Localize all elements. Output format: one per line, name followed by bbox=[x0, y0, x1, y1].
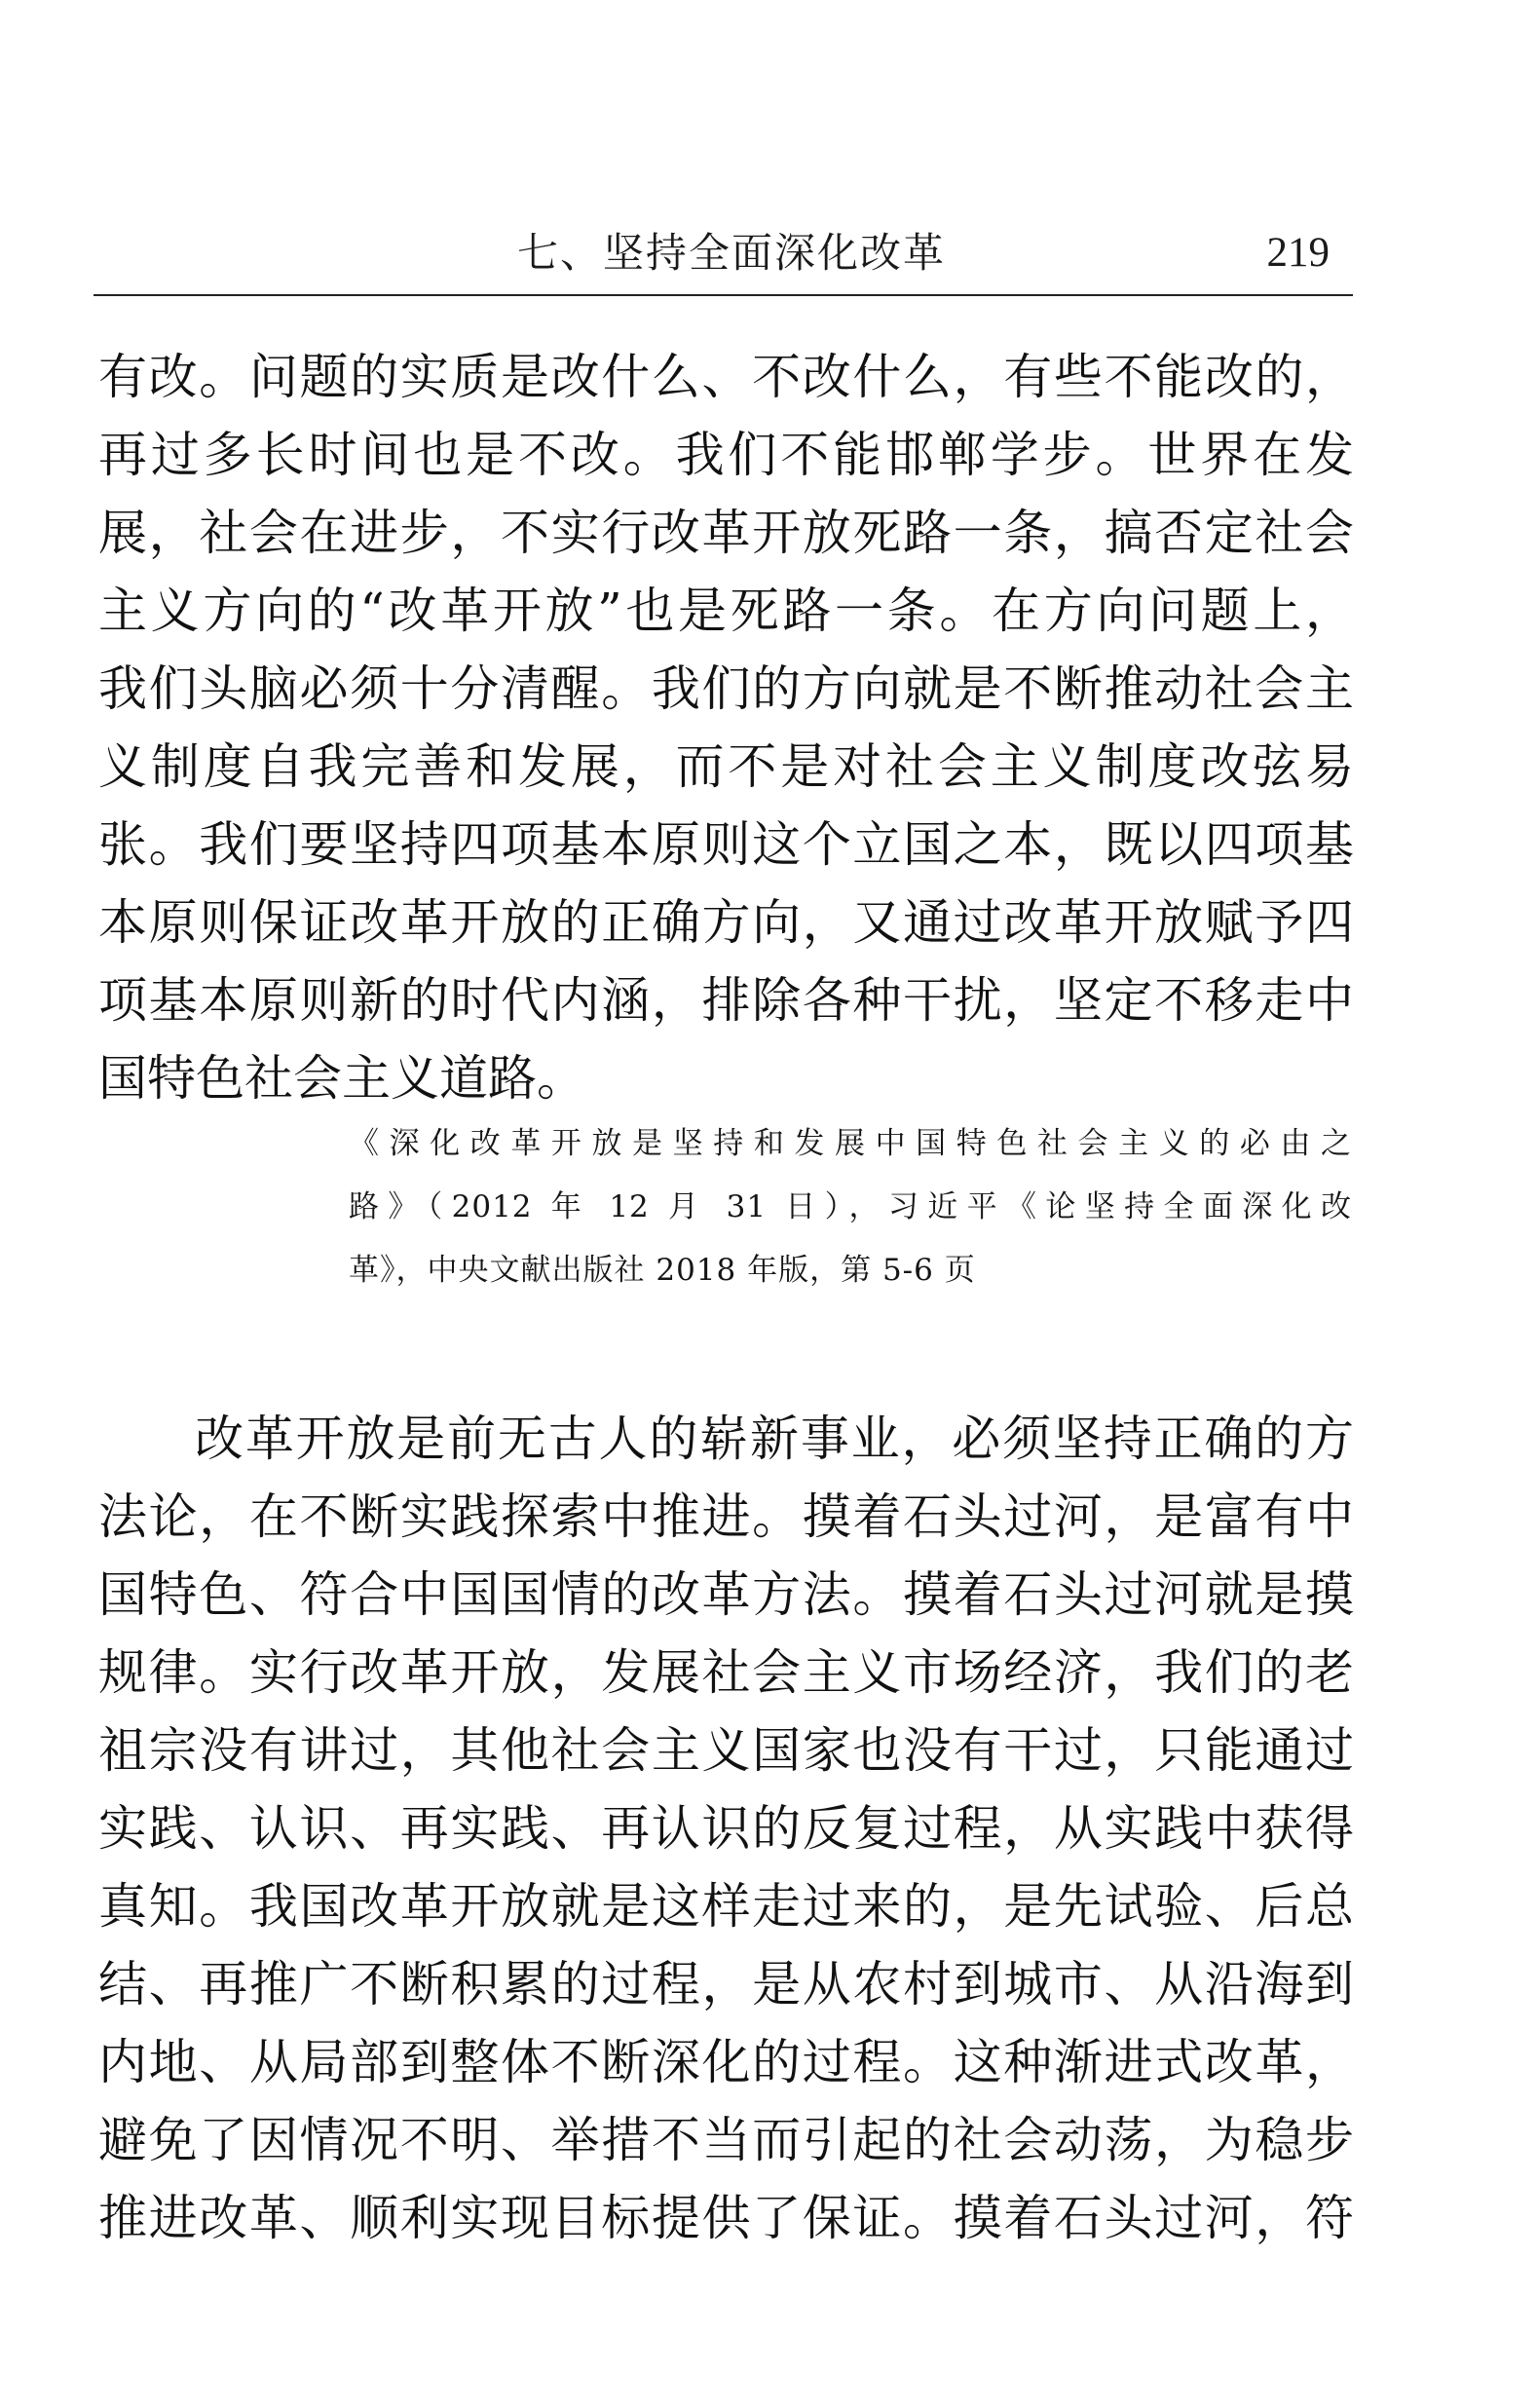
text-line: 改革开放是前无古人的崭新事业，必须坚持正确的方 bbox=[195, 1411, 1354, 1467]
citation-line: 《深化改革开放是坚持和发展中国特色社会主义的必由之 bbox=[349, 1126, 1352, 1161]
citation-line: 路》（2012 年 12 月 31 日），习近平《论坚持全面深化改 bbox=[349, 1189, 1352, 1224]
text-line: 法论，在不断实践探索中推进。摸着石头过河，是富有中 bbox=[98, 1488, 1354, 1545]
text-line: 再过多长时间也是不改。我们不能邯郸学步。世界在发 bbox=[98, 427, 1354, 483]
text-line: 张。我们要坚持四项基本原则这个立国之本，既以四项基 bbox=[98, 816, 1354, 873]
header-rule bbox=[94, 294, 1353, 296]
text-line: 本原则保证改革开放的正确方向，又通过改革开放赋予四 bbox=[98, 894, 1354, 951]
text-line: 国特色社会主义道路。 bbox=[98, 1050, 585, 1107]
chapter-title: 七、坚持全面深化改革 bbox=[517, 229, 947, 277]
text-line: 避免了因情况不明、举措不当而引起的社会动荡，为稳步 bbox=[98, 2112, 1354, 2168]
text-line: 有改。问题的实质是改什么、不改什么，有些不能改的， bbox=[98, 349, 1354, 405]
text-line: 国特色、符合中国国情的改革方法。摸着石头过河就是摸 bbox=[98, 1566, 1354, 1623]
text-line: 展，社会在进步，不实行改革开放死路一条，搞否定社会 bbox=[98, 505, 1354, 561]
text-line: 推进改革、顺利实现目标提供了保证。摸着石头过河，符 bbox=[98, 2190, 1354, 2246]
text-line: 主义方向的“改革开放”也是死路一条。在方向问题上， bbox=[98, 583, 1354, 639]
text-line: 内地、从局部到整体不断深化的过程。这种渐进式改革， bbox=[98, 2034, 1354, 2090]
running-header bbox=[94, 216, 1353, 296]
text-line: 祖宗没有讲过，其他社会主义国家也没有干过，只能通过 bbox=[98, 1722, 1354, 1779]
page-number: 219 bbox=[1266, 230, 1330, 276]
text-line: 真知。我国改革开放就是这样走过来的，是先试验、后总 bbox=[98, 1878, 1354, 1935]
text-line: 规律。实行改革开放，发展社会主义市场经济，我们的老 bbox=[98, 1644, 1354, 1701]
text-line: 项基本原则新的时代内涵，排除各种干扰，坚定不移走中 bbox=[98, 972, 1354, 1029]
text-line: 实践、认识、再实践、再认识的反复过程，从实践中获得 bbox=[98, 1800, 1354, 1857]
text-line: 结、再推广不断积累的过程，是从农村到城市、从沿海到 bbox=[98, 1956, 1354, 2013]
citation-line: 革》，中央文献出版社 2018 年版，第 5-6 页 bbox=[349, 1253, 976, 1288]
text-line: 义制度自我完善和发展，而不是对社会主义制度改弦易 bbox=[98, 738, 1354, 795]
text-line: 我们头脑必须十分清醒。我们的方向就是不断推动社会主 bbox=[98, 660, 1354, 717]
